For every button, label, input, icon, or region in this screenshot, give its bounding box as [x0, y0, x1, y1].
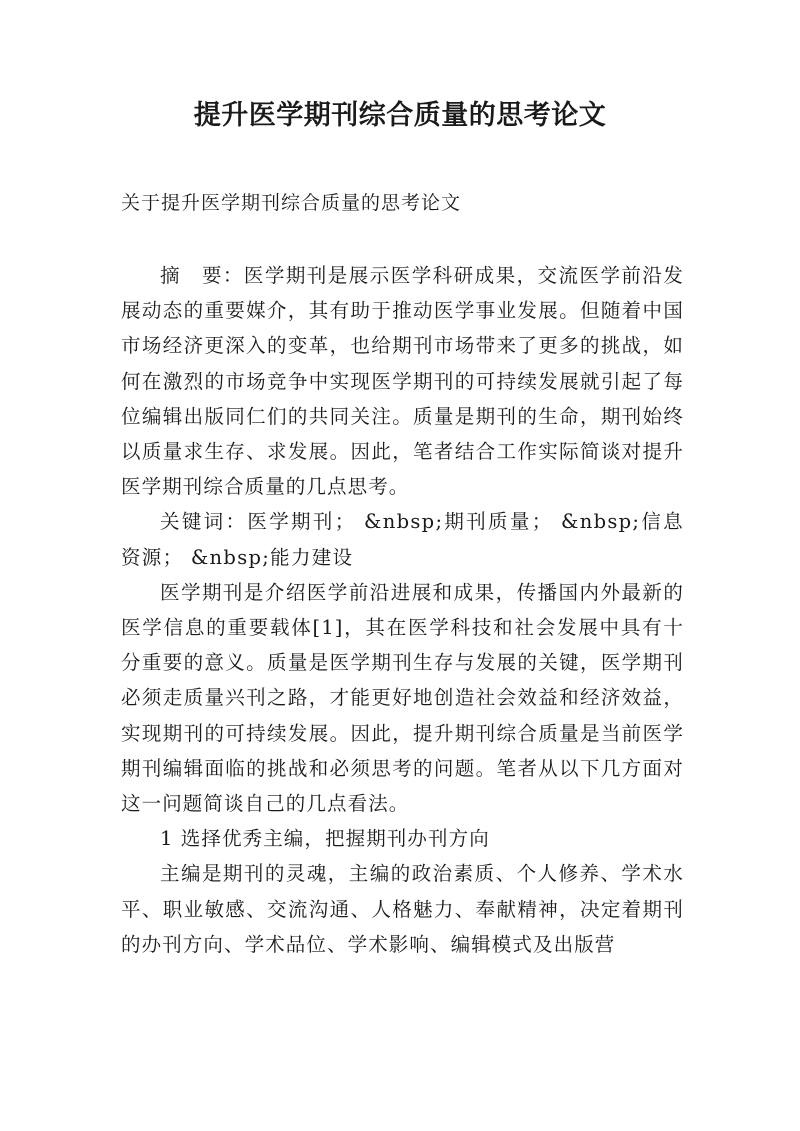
document-subtitle: 关于提升医学期刊综合质量的思考论文: [121, 192, 462, 214]
section-heading-1: 1 选择优秀主编，把握期刊办刊方向: [160, 827, 490, 851]
document-body: [121, 258, 684, 962]
document-title: 提升医学期刊综合质量的思考论文: [193, 100, 607, 131]
keywords-paragraph: 关键词：医学期刊； &nbsp;期刊质量； &nbsp;信息资源； &nbsp;能力建设: [121, 510, 684, 569]
abstract-paragraph: 摘 要：医学期刊是展示医学科研成果，交流医学前沿发展动态的重要媒介，其有助于推动医学事业发展。但随着中国市场经济更深入的变革，也给期刊市场带来了更多的挑战，如何在激烈的市场竞争中实现医学期刊的可持续发展就引起了每位编辑出版同仁们的共同关注。质量是期刊的生命，期刊始终以质量求生存、求发展。因此，笔者结合工作实际简谈对提升医学期刊综合质量的几点思考。: [121, 264, 684, 499]
intro-paragraph: 医学期刊是介绍医学前沿进展和成果，传播国内外最新的医学信息的重要载体[1]，其在医学科技和社会发展中具有十分重要的意义。质量是医学期刊生存与发展的关键，医学期刊必须走质量兴刊之路，才能更好地创造社会效益和经济效益，实现期刊的可持续发展。因此，提升期刊综合质量是当前医学期刊编辑面临的挑战和必须思考的问题。笔者从以下几方面对这一问题简谈自己的几点看法。: [121, 580, 684, 816]
section-1-paragraph: 主编是期刊的灵魂，主编的政治素质、个人修养、学术水平、职业敏感、交流沟通、人格魅力、奉献精神，决定着期刊的办刊方向、学术品位、学术影响、编辑模式及出版营: [121, 862, 684, 956]
